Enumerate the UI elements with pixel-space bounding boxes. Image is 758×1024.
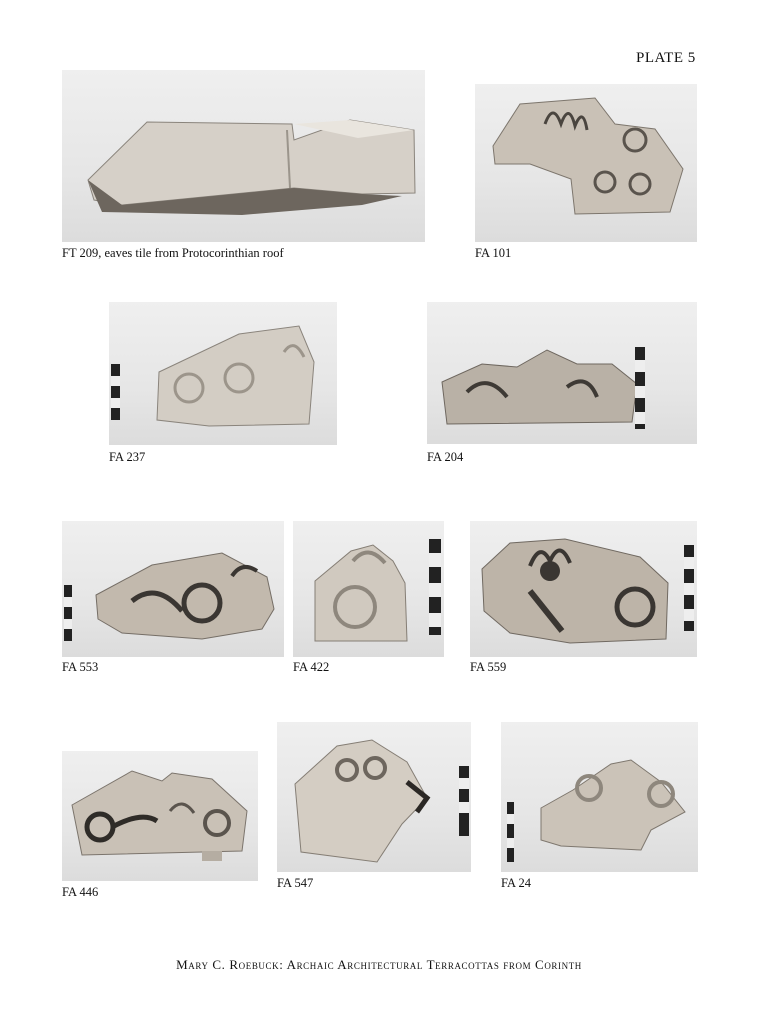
caption-fa-422: FA 422 <box>293 660 330 674</box>
page-footer: Mary C. Roebuck: Archaic Architectural Terracottas from Corinth <box>176 957 582 972</box>
photo-fa-101 <box>475 84 697 242</box>
photo-fa-559 <box>470 521 697 657</box>
fragment-fa-237-image <box>109 302 337 445</box>
photo-fa-553 <box>62 521 284 657</box>
photo-fa-237 <box>109 302 337 445</box>
caption-fa-237: FA 237 <box>109 450 146 464</box>
caption-fa-553: FA 553 <box>62 660 99 674</box>
fragment-fa-547-image <box>277 722 471 872</box>
caption-fa-559: FA 559 <box>470 660 507 674</box>
fragment-fa-553-image <box>62 521 284 657</box>
caption-fa-24: FA 24 <box>501 876 531 890</box>
photo-fa-446 <box>62 751 258 881</box>
plate-number: PLATE 5 <box>636 50 696 66</box>
caption-fa-204: FA 204 <box>427 450 464 464</box>
photo-fa-422 <box>293 521 444 657</box>
fragment-fa-422-image <box>293 521 444 657</box>
caption-ft-209: FT 209, eaves tile from Protocorinthian roof <box>62 246 284 260</box>
fragment-fa-24-image <box>501 722 698 872</box>
fragment-fa-101-image <box>475 84 697 242</box>
caption-fa-101: FA 101 <box>475 246 512 260</box>
caption-fa-547: FA 547 <box>277 876 314 890</box>
photo-ft-209 <box>62 70 425 242</box>
photo-fa-24 <box>501 722 698 872</box>
fragment-fa-446-image <box>62 751 258 881</box>
fragment-fa-559-image <box>470 521 697 657</box>
photo-fa-547 <box>277 722 471 872</box>
photo-fa-204 <box>427 302 697 444</box>
fragment-fa-204-image <box>427 302 697 444</box>
eaves-tile-image <box>62 70 425 242</box>
caption-fa-446: FA 446 <box>62 885 99 899</box>
